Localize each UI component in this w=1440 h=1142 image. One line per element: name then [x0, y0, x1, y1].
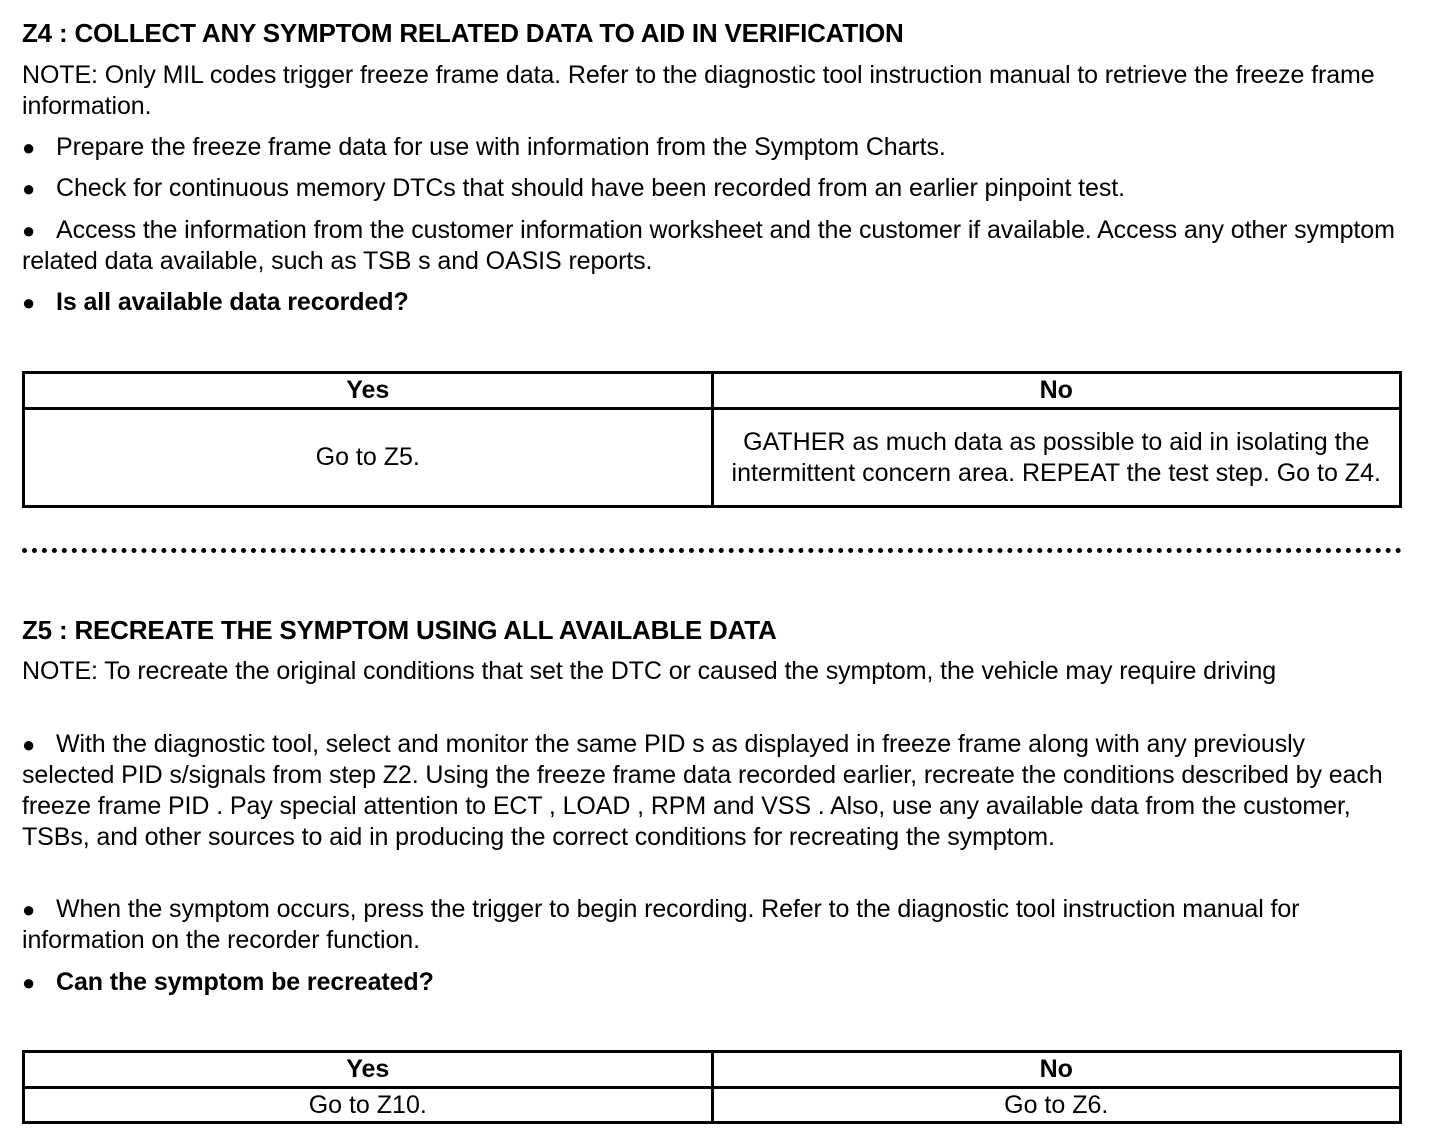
bullet-text: Prepare the freeze frame data for use with information from the Symptom Charts.: [56, 133, 946, 161]
no-header: No: [712, 373, 1401, 409]
step-z4-note: NOTE: Only MIL codes trigger freeze frame data. Refer to the diagnostic tool instruction manual to retrieve the freeze frame information.: [22, 61, 1375, 120]
bullet-dot-icon: ●: [22, 290, 36, 315]
step-z5-title: Z5 : RECREATE THE SYMPTOM USING ALL AVAILABLE DATA: [22, 615, 777, 645]
yes-header: Yes: [24, 1052, 713, 1088]
yes-header: Yes: [24, 373, 713, 409]
step-z4-title: Z4 : COLLECT ANY SYMPTOM RELATED DATA TO AID IN VERIFICATION: [22, 18, 904, 48]
step-z4-bullet-2: [22, 173, 1402, 204]
step-z5-bullet-2: [22, 894, 1402, 956]
bullet-dot-icon: ●: [22, 176, 36, 201]
table-row: [24, 409, 1401, 507]
bullet-text: Access the information from the customer information worksheet and the customer if available. Access any other symptom related data available, such as TSB s and OASIS reports.: [22, 216, 1395, 275]
table-row: [24, 1088, 1401, 1123]
bullet-dot-icon: ●: [22, 218, 36, 243]
no-header: No: [712, 1052, 1401, 1088]
bullet-dot-icon: ●: [22, 970, 36, 995]
step-z4-result-table: [22, 371, 1402, 508]
bullet-dot-icon: ●: [22, 135, 36, 160]
table-header-row: [24, 1052, 1401, 1088]
question-text: Is all available data recorded?: [56, 288, 409, 316]
bullet-text: Check for continuous memory DTCs that should have been recorded from an earlier pinpoint test.: [56, 174, 1125, 202]
step-z5-result-table: [22, 1050, 1402, 1124]
bullet-text: With the diagnostic tool, select and monitor the same PID s as displayed in freeze frame along with any previously selected PID s/signals from step Z2. Using the freeze frame data recorded earlier, recreate the conditions described by each freeze frame PID . Pay special attention to ECT , LOAD , RPM and VSS . Also, use any available data from the customer, TSBs, and other sources to aid in producing the correct conditions for recreating the symptom.: [22, 730, 1383, 851]
step-z4-question: [22, 287, 1402, 318]
bullet-dot-icon: ●: [22, 732, 36, 757]
bullet-text: When the symptom occurs, press the trigger to begin recording. Refer to the diagnostic tool instruction manual for information on the recorder function.: [22, 895, 1300, 954]
no-cell: Go to Z6.: [712, 1088, 1401, 1123]
bullet-dot-icon: ●: [22, 897, 36, 922]
step-z5-note: NOTE: To recreate the original conditions that set the DTC or caused the symptom, the vehicle may require driving: [22, 657, 1277, 685]
step-z5-bullet-1: [22, 729, 1402, 853]
no-cell: GATHER as much data as possible to aid in isolating the intermittent concern area. REPEAT the test step. Go to Z4.: [712, 409, 1401, 507]
yes-cell: Go to Z5.: [24, 409, 713, 507]
question-text: Can the symptom be recreated?: [56, 968, 434, 996]
table-header-row: [24, 373, 1401, 409]
step-z4-bullet-1: [22, 132, 1402, 163]
step-z4-bullet-3: [22, 215, 1402, 277]
step-z5-question: [22, 967, 1402, 998]
yes-cell: Go to Z10.: [24, 1088, 713, 1123]
section-divider: [22, 548, 1402, 553]
